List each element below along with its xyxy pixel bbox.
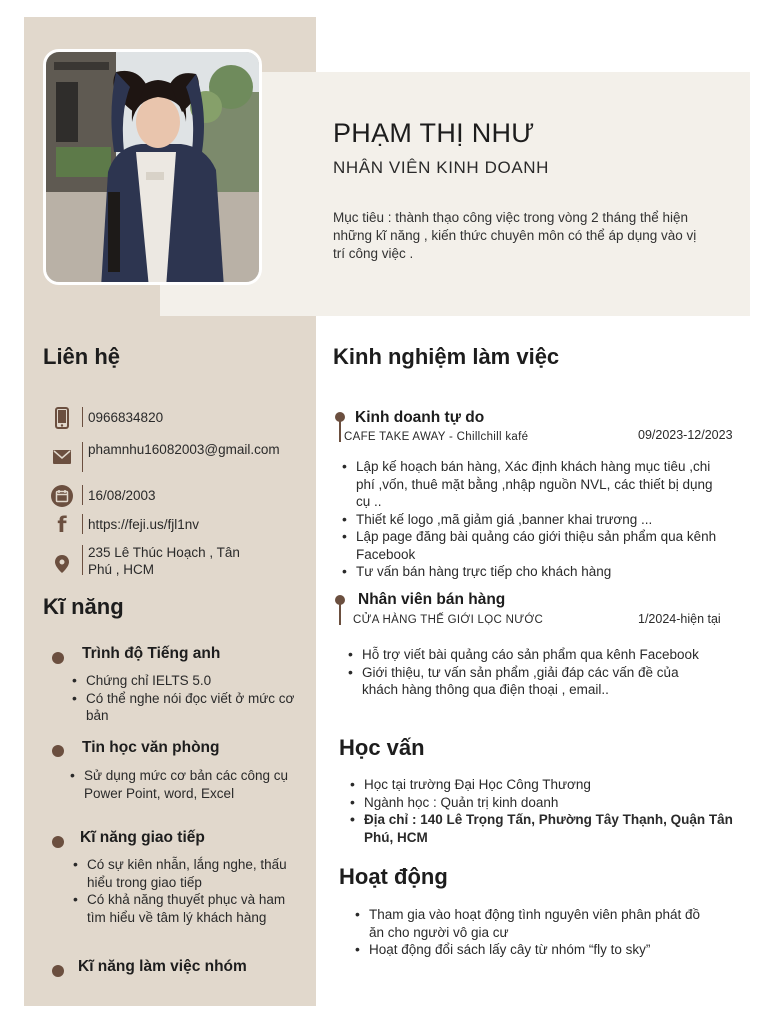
calendar-icon — [50, 484, 74, 508]
job-2-company: CỬA HÀNG THẾ GIỚI LỌC NƯỚC — [353, 614, 544, 626]
contact-separator — [82, 514, 83, 534]
list-item: • Tư vấn bán hàng trực tiếp cho khách hàng — [342, 563, 727, 581]
list-item: • Có sự kiên nhẫn, lắng nghe, thấu hiểu trong giao tiếp — [73, 856, 303, 891]
skill-english-title: Trình độ Tiếng anh — [82, 645, 221, 662]
list-item: • Hỗ trợ viết bài quảng cáo sản phẩm qua kênh Facebook — [348, 646, 718, 664]
list-item: • Tham gia vào hoạt động tình nguyên viên phân phát đồ ăn cho người vô gia cư — [355, 906, 715, 941]
contact-email-row — [50, 441, 288, 472]
job-2-title: Nhân viên bán hàng — [358, 591, 506, 608]
mail-icon — [50, 445, 74, 469]
contact-address: 235 Lê Thúc Hoạch , Tân Phú , HCM — [88, 545, 240, 577]
skill-english-list — [72, 672, 312, 725]
skill-office-list — [70, 767, 308, 802]
contact-separator — [82, 485, 83, 505]
skill-bullet-dot — [52, 745, 64, 757]
contact-address-row — [50, 544, 248, 578]
job-1-company: CAFE TAKE AWAY - Chillchill kafé — [344, 431, 529, 443]
list-item: • Chứng chỉ IELTS 5.0 — [72, 672, 312, 690]
career-objective: Mục tiêu : thành thạo công việc trong vòng 2 tháng thể hiện những kĩ năng , kiến thức chuyên môn có thể áp dụng vào vị trí công việc . — [333, 210, 697, 261]
list-item: • Địa chỉ : 140 Lê Trọng Tấn, Phường Tây Thạnh, Quận Tân Phú, HCM — [350, 811, 735, 846]
contact-facebook-row — [50, 513, 199, 537]
contact-birthday-row — [50, 484, 156, 508]
skills-section-title: Kĩ năng — [43, 594, 124, 619]
list-item: • Thiết kế logo ,mã giảm giá ,banner khai trương ... — [342, 511, 727, 529]
activities-list — [355, 906, 715, 959]
skill-teamwork-title: Kĩ năng làm việc nhóm — [78, 958, 247, 975]
contact-separator — [82, 407, 83, 427]
contact-birthday: 16/08/2003 — [88, 488, 156, 503]
skill-bullet-dot — [52, 652, 64, 664]
list-item: • Sử dụng mức cơ bản các công cụ Power Point, word, Excel — [70, 767, 308, 802]
profile-photo — [43, 49, 262, 285]
skill-office-title: Tin học văn phòng — [82, 739, 220, 756]
education-list — [350, 776, 735, 846]
contact-phone[interactable]: 0966834820 — [88, 410, 164, 425]
job-2-date: 1/2024-hiện tại — [638, 612, 721, 626]
list-item: • Có thể nghe nói đọc viết ở mức cơ bản — [72, 690, 312, 725]
location-pin-icon — [50, 552, 74, 576]
job-1-title: Kinh doanh tự do — [355, 409, 485, 426]
experience-section-title: Kinh nghiệm làm việc — [333, 344, 560, 369]
job-2-duties — [348, 646, 718, 699]
facebook-icon: f — [57, 513, 67, 537]
contact-email[interactable]: phamnhu16082003@gmail.com — [88, 442, 280, 457]
list-item: • Ngành học : Quản trị kinh doanh — [350, 794, 735, 812]
skill-bullet-dot — [52, 836, 64, 848]
list-item: • Học tại trường Đại Học Công Thương — [350, 776, 735, 794]
education-section-title: Học vấn — [339, 735, 425, 760]
job-1-duties — [342, 458, 727, 581]
skill-communication-list — [73, 856, 303, 926]
list-item: • Lập page đăng bài quảng cáo giới thiệu sản phẩm qua kênh Facebook — [342, 528, 727, 563]
contact-section-title: Liên hệ — [43, 344, 121, 369]
candidate-role: NHÂN VIÊN KINH DOANH — [333, 158, 550, 177]
contact-facebook-link[interactable]: https://feji.us/fjl1nv — [88, 517, 200, 532]
profile-photo-illustration — [46, 52, 262, 285]
skill-bullet-dot — [52, 965, 64, 977]
job-1-date: 09/2023-12/2023 — [638, 428, 733, 442]
contact-separator — [82, 442, 83, 472]
list-item: • Có khả năng thuyết phục và ham tìm hiểu về tâm lý khách hàng — [73, 891, 303, 926]
contact-separator — [82, 545, 83, 575]
skill-communication-title: Kĩ năng giao tiếp — [80, 829, 205, 846]
list-item: • Giới thiệu, tư vấn sản phẩm ,giải đáp các vấn đề của khách hàng thông qua điện thoại , email.. — [348, 664, 718, 699]
job-timeline-marker — [339, 418, 341, 442]
job-timeline-marker — [339, 601, 341, 625]
list-item: • Hoạt động đổi sách lấy cây từ nhóm “fly to sky” — [355, 941, 715, 959]
candidate-name: PHẠM THỊ NHƯ — [333, 118, 535, 148]
phone-icon — [50, 406, 74, 430]
activities-section-title: Hoạt động — [339, 864, 448, 889]
list-item: • Lập kế hoạch bán hàng, Xác định khách hàng mục tiêu ,chi phí ,vốn, thuê mặt bằng ,nhập nguồn NVL, các thiết bị dụng cụ .. — [342, 458, 727, 511]
contact-phone-row — [50, 406, 163, 430]
